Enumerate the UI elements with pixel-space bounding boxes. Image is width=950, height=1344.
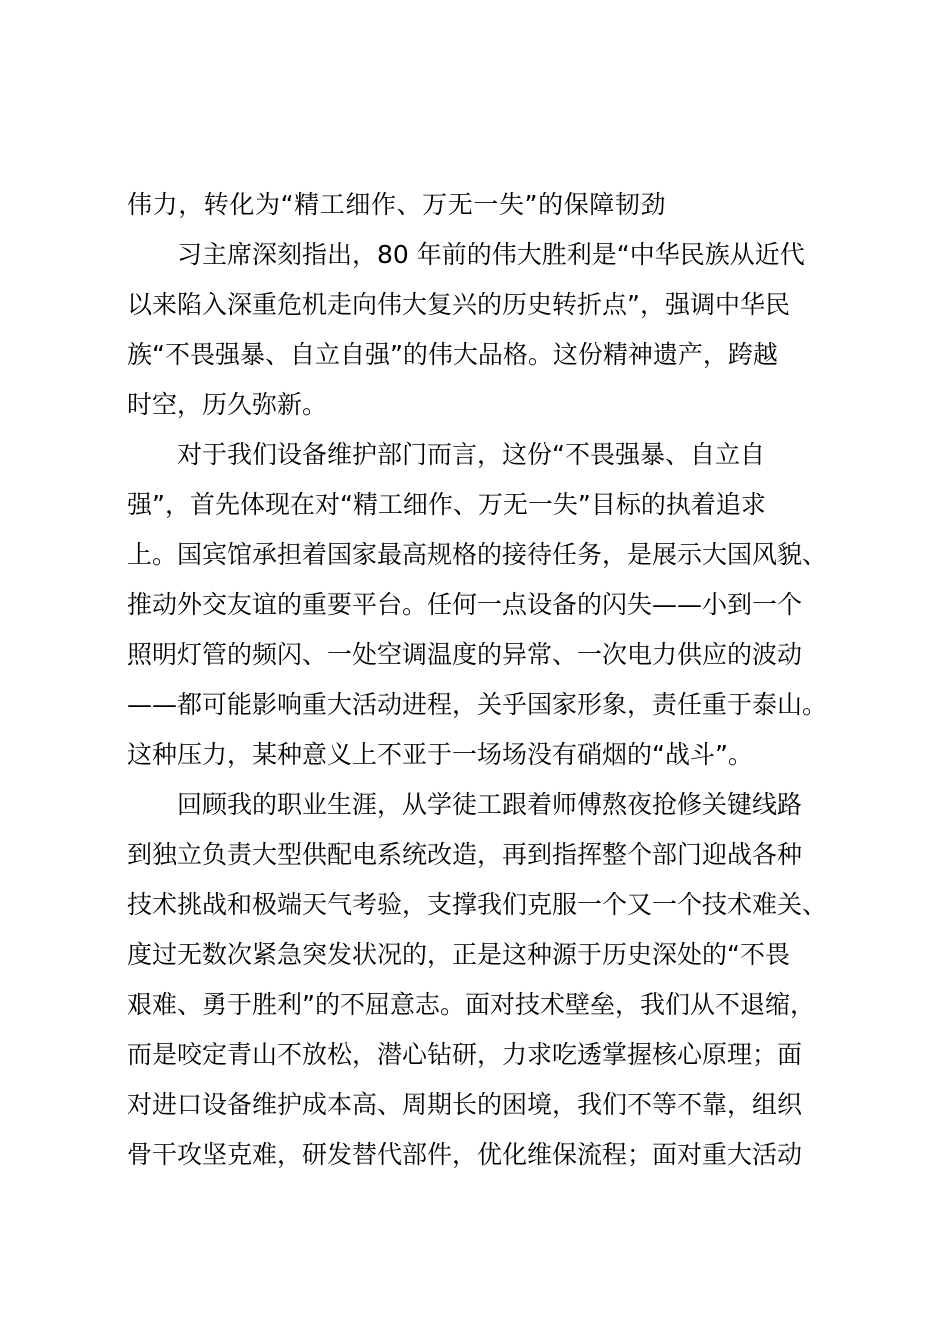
paragraph-line: 以来陷入深重危机走向伟大复兴的历史转折点”，强调中华民 [127,290,790,319]
paragraph-line: 技术挑战和极端天气考验，支撑我们克服一个又一个技术难关、 [127,890,828,919]
paragraph-line: ——都可能影响重大活动进程，关乎国家形象，责任重于泰山。 [127,690,828,719]
section-heading-line: 伟力，转化为“精工细作、万无一失”的保障韧劲 [127,190,667,219]
paragraph-line: 骨干攻坚克难，研发替代部件，优化维保流程；面对重大活动 [127,1140,803,1169]
paragraph-line: 照明灯管的频闪、一处空调温度的异常、一次电力供应的波动 [127,640,803,669]
paragraph-3 [127,780,847,1180]
paragraph-1 [127,230,847,430]
paragraph-line: 对进口设备维护成本高、周期长的困境，我们不等不靠，组织 [127,1090,803,1119]
paragraph-line: 时空，历久弥新。 [127,390,328,419]
paragraph-line: 回顾我的职业生涯，从学徒工跟着师傅熬夜抢修关键线路 [177,790,803,819]
paragraph-line: 而是咬定青山不放松，潜心钻研，力求吃透掌握核心原理；面 [127,1040,803,1069]
paragraph-line: 这种压力，某种意义上不亚于一场场没有硝烟的“战斗”。 [127,740,753,769]
paragraph-line: 到独立负责大型供配电系统改造，再到指挥整个部门迎战各种 [127,840,803,869]
paragraph-line: 习主席深刻指出，80 年前的伟大胜利是“中华民族从近代 [177,240,805,269]
paragraph-line: 强”，首先体现在对“精工细作、万无一失”目标的执着追求 [127,490,766,519]
paragraph-line: 艰难、勇于胜利”的不屈意志。面对技术壁垒，我们从不退缩， [127,990,815,1019]
body-text [127,180,847,1180]
paragraph-line: 上。国宾馆承担着国家最高规格的接待任务，是展示大国风貌、 [127,540,828,569]
paragraph-line: 推动外交友谊的重要平台。任何一点设备的闪失——小到一个 [127,590,803,619]
paragraph-line: 度过无数次紧急突发状况的，正是这种源于历史深处的“不畏 [127,940,790,969]
paragraph-line: 族“不畏强暴、自立自强”的伟大品格。这份精神遗产，跨越 [127,340,778,369]
paragraph-line: 对于我们设备维护部门而言，这份“不畏强暴、自立自 [177,440,765,469]
paragraph-2 [127,430,847,780]
